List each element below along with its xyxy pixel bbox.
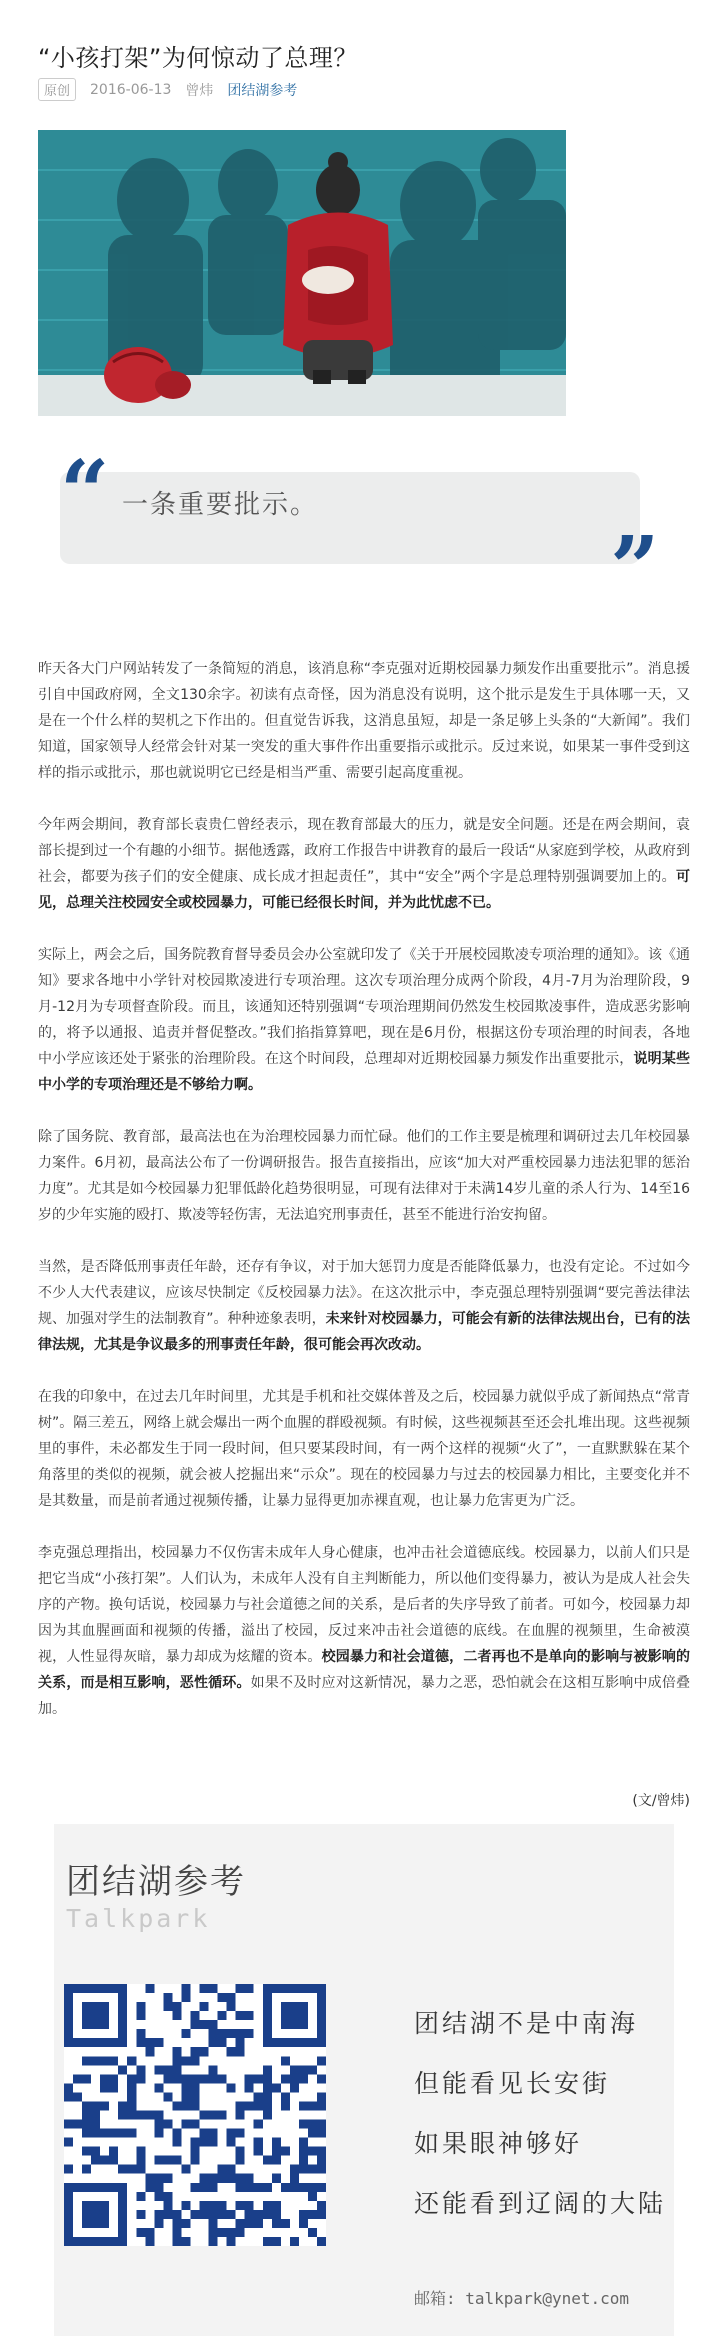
article-paragraph xyxy=(38,1384,690,1514)
close-quote-icon: ” xyxy=(610,518,660,619)
article-title: “小孩打架”为何惊动了总理？ xyxy=(38,44,358,73)
paragraph-text: 李克强总理指出，校园暴力不仅伤害未成年人身心健康，也冲击社会道德底线。校园暴力，以前人们只是把它当成“小孩打架”。人们认为，未成年人没有自主判断能力，所以他们变得暴力，被认为是成人社会失序的产物。换句话说，校园暴力与社会道德之间的关系，是后者的失序导致了前者。可如今，校园暴力却因为其血腥画面和视频的传播，溢出了校园，反过来冲击社会道德的底线。在血腥的视频里，生命被漠视，人性显得灰暗，暴力却成为炫耀的资本。 xyxy=(38,1545,690,1665)
qr-code[interactable] xyxy=(64,1984,326,2246)
slogan-line-2: 但能看见长安街 xyxy=(414,2069,611,2098)
article-paragraph xyxy=(38,1124,690,1228)
slogan-line-1: 团结湖不是中南海 xyxy=(414,2009,639,2038)
contact-email: 邮箱: talkpark@ynet.com xyxy=(414,2289,630,2308)
emphasis-text: 说明某些中小学的专项治理还是不够给力啊。 xyxy=(38,1051,691,1093)
article-body xyxy=(38,656,690,1748)
slogan-line-4: 还能看到辽阔的大陆 xyxy=(414,2189,667,2218)
paragraph-text: 当然，是否降低刑事责任年龄，还存有争议，对于加大惩罚力度是否能降低暴力，也没有定论。不过如今不少人大代表建议，应该尽快制定《反校园暴力法》。在这次批示中，李克强总理特别强调“要完善法律法规、加强对学生的法制教育”。种种迹象表明， xyxy=(38,1259,690,1327)
signature: (文/曾炜) xyxy=(632,1793,690,1809)
article-paragraph xyxy=(38,942,690,1098)
author-name: 曾炜 xyxy=(185,82,214,99)
article-paragraph xyxy=(38,812,690,916)
emphasis-text: 未来针对校园暴力，可能会有新的法律法规出台，已有的法律法规，尤其是争议最多的刑事责任年龄，很可能会再次改动。 xyxy=(38,1311,690,1353)
brand-name: 团结湖参考 xyxy=(66,1862,246,1902)
paragraph-text: 今年两会期间，教育部长袁贵仁曾经表示，现在教育部最大的压力，就是安全问题。还是在两会期间，袁部长提到过一个有趣的小细节。据他透露，政府工作报告中讲教育的最后一段话“从家庭到学校，从政府到社会，都要为孩子们的安全健康、成长成才担起责任”，其中“安全”两个字是总理特别强调要加上的。 xyxy=(38,817,690,885)
article-paragraph xyxy=(38,1540,690,1722)
emphasis-text: 校园暴力和社会道德，二者再也不是单向的影响与被影响的关系，而是相互影响，恶性循环。 xyxy=(38,1649,691,1691)
paragraph-text: 实际上，两会之后，国务院教育督导委员会办公室就印发了《关于开展校园欺凌专项治理的通知》。该《通知》要求各地中小学针对校园欺凌进行专项治理。这次专项治理分成两个阶段，4月-7月为治理阶段，9月-12月为专项督查阶段。而且，该通知还特别强调“专项治理期间仍然发生校园欺凌事件，造成恶劣影响的，将予以通报、追责并督促整改。”我们掐指算算吧，现在是6月份，根据这份专项治理的时间表，各地中小学应该还处于紧张的治理阶段。在这个时间段，总理却对近期校园暴力频发作出重要批示， xyxy=(38,947,690,1067)
quote-text: 一条重要批示。 xyxy=(122,490,319,520)
publish-date: 2016-06-13 xyxy=(90,81,172,98)
original-badge: 原创 xyxy=(38,78,76,101)
emphasis-text: 可见，总理关注校园安全或校园暴力，可能已经很长时间，并为此忧虑不已。 xyxy=(38,869,690,911)
brand-name-en: Talkpark xyxy=(66,1904,211,1933)
article-meta xyxy=(38,78,297,101)
paragraph-text: 在我的印象中，在过去几年时间里，尤其是手机和社交媒体普及之后，校园暴力就似乎成了新闻热点“常青树”。隔三差五，网络上就会爆出一两个血腥的群殴视频。有时候，这些视频甚至还会扎堆出现。这些视频里的事件，未必都发生于同一段时间，但只要某段时间，有一两个这样的视频“火了”，一直默默躲在某个角落里的类似的视频，就会被人挖掘出来“示众”。现在的校园暴力与过去的校园暴力相比，主要变化并不是其数量，而是前者通过视频传播，让暴力显得更加赤裸直观，也让暴力危害更为广泛。 xyxy=(38,1389,690,1509)
article-paragraph xyxy=(38,656,690,786)
pull-quote xyxy=(60,442,660,619)
hero-illustration xyxy=(38,130,566,416)
paragraph-text: 除了国务院、教育部，最高法也在为治理校园暴力而忙碌。他们的工作主要是梳理和调研过去几年校园暴力案件。6月初，最高法公布了一份调研报告。报告直接指出，应该“加大对严重校园暴力违法犯罪的惩治力度”。尤其是如今校园暴力犯罪低龄化趋势很明显，可现有法律对于未满14岁儿童的杀人行为、14至16岁的少年实施的殴打、欺凌等轻伤害，无法追究刑事责任，甚至不能进行治安拘留。 xyxy=(38,1129,690,1223)
slogan-line-3: 如果眼神够好 xyxy=(414,2129,583,2158)
paragraph-text: 昨天各大门户网站转发了一条简短的消息，该消息称“李克强对近期校园暴力频发作出重要批示”。消息援引自中国政府网，全文130余字。初读有点奇怪，因为消息没有说明，这个批示是发生于具体哪一天，又是在一个什么样的契机之下作出的。但直觉告诉我，这消息虽短，却是一条足够上头条的“大新闻”。我们知道，国家领导人经常会针对某一突发的重大事件作出重要指示或批示。反过来说，如果某一事件受到这样的指示或批示，那也就说明它已经是相当严重、需要引起高度重视。 xyxy=(38,661,690,781)
open-quote-icon: “ xyxy=(60,442,110,543)
account-link[interactable]: 团结湖参考 xyxy=(227,82,298,99)
paragraph-text: 如果不及时应对这新情况，暴力之恶，恐怕就会在这相互影响中成倍叠加。 xyxy=(38,1675,691,1717)
footer-card xyxy=(54,1824,674,2336)
article-paragraph xyxy=(38,1254,690,1358)
